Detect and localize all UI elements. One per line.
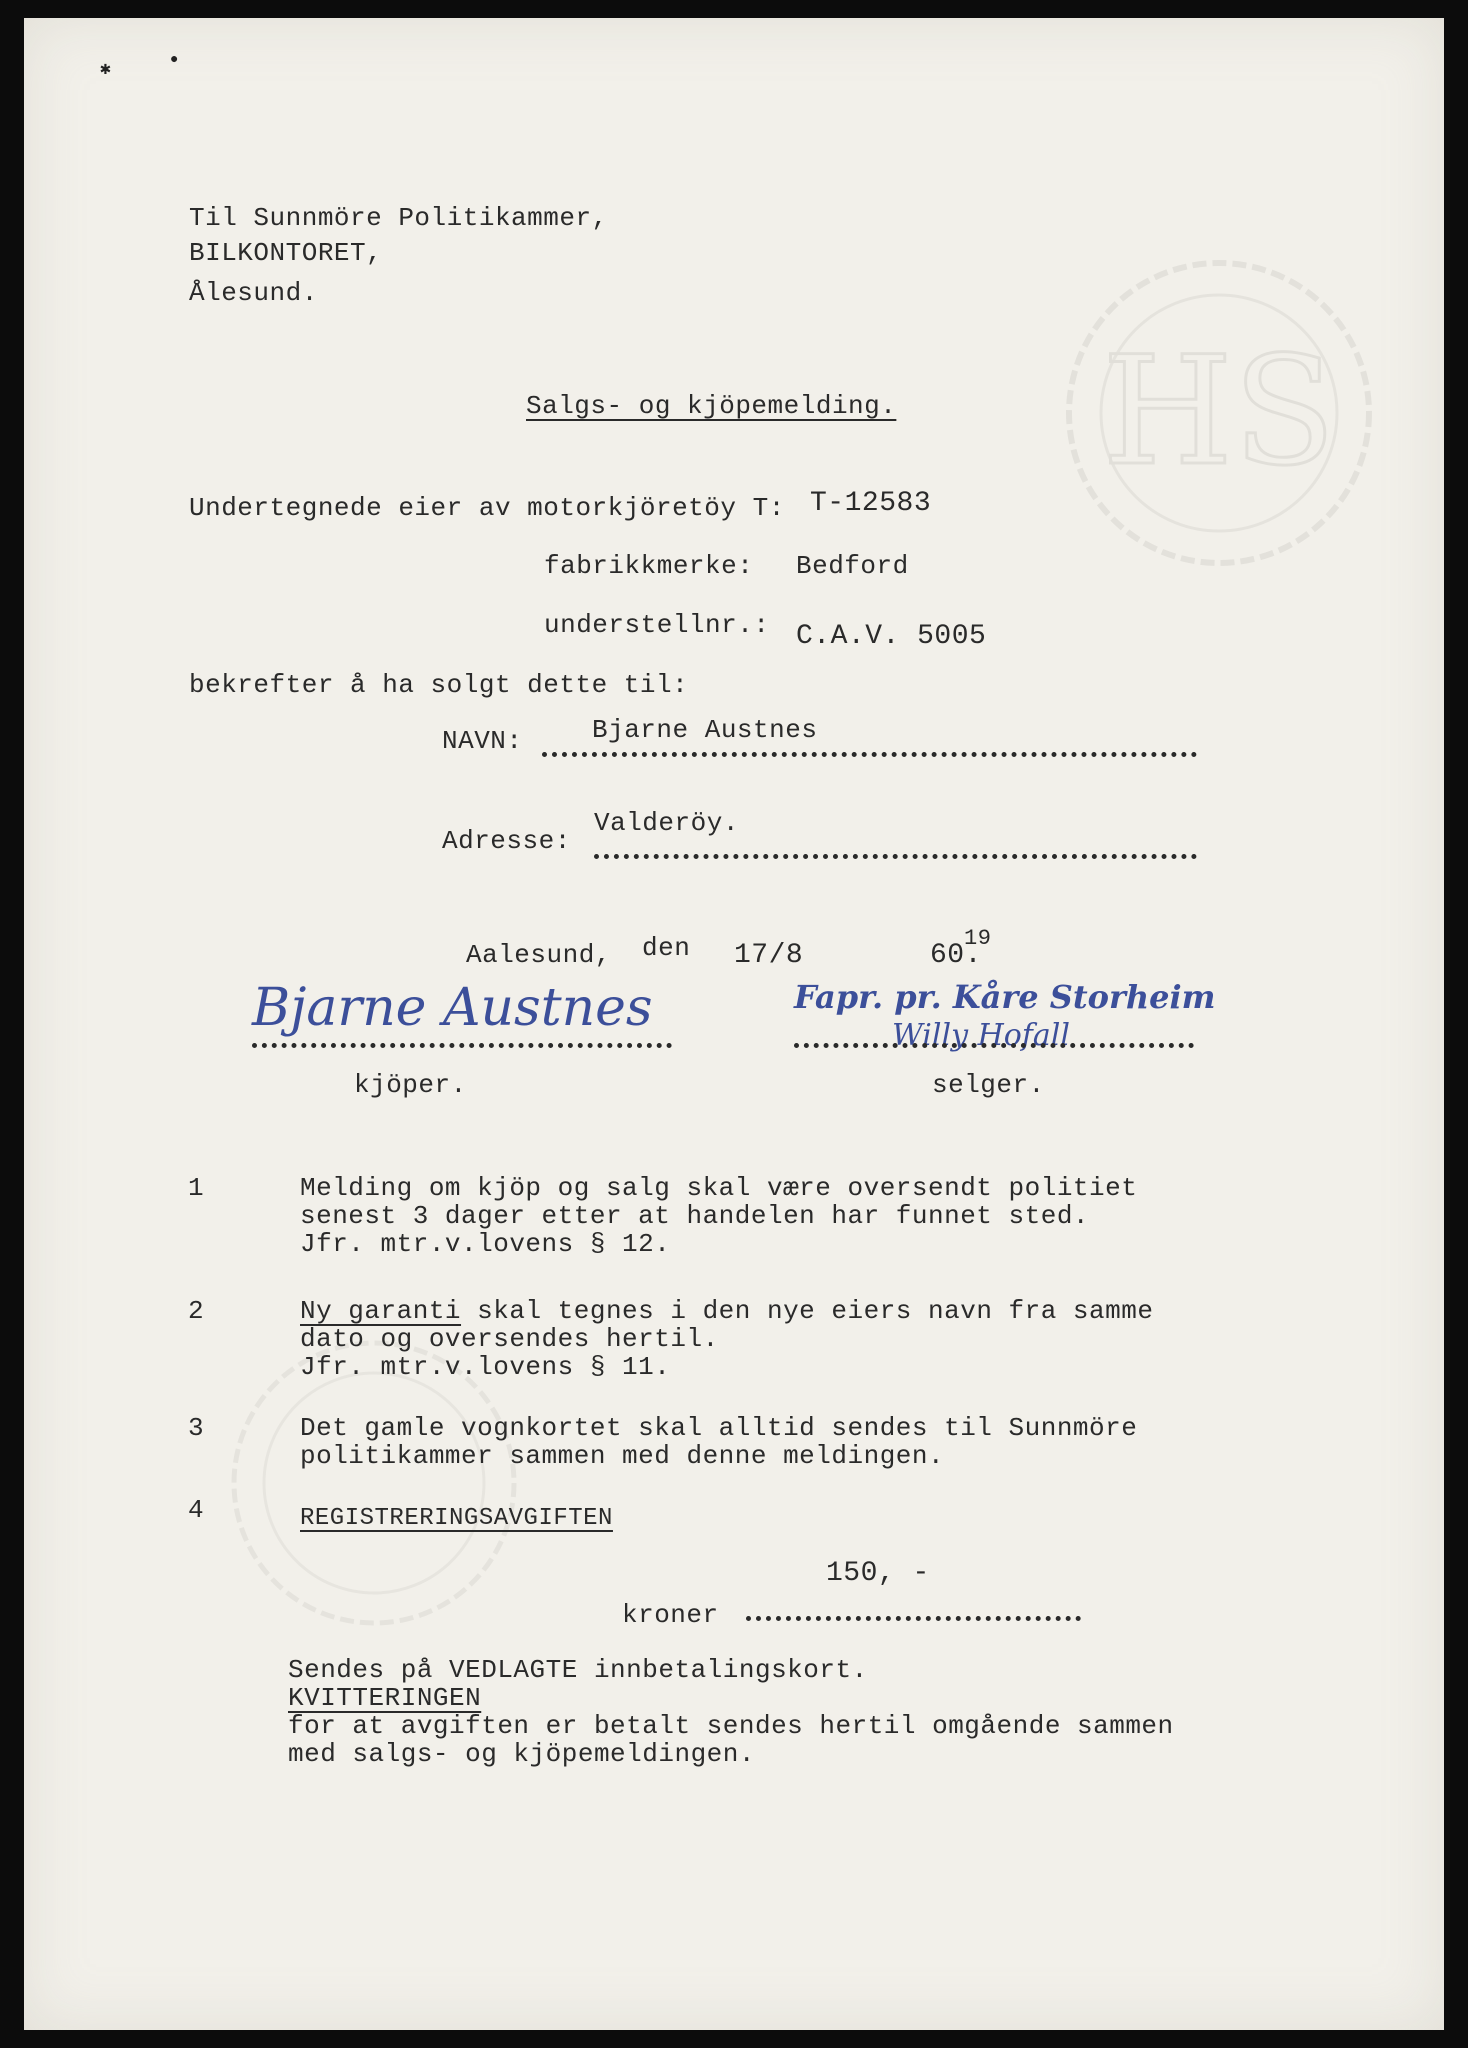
punch-mark-icon: ✱	[100, 60, 111, 80]
buyer-label: kjöper.	[354, 1070, 467, 1100]
buyer-name-dotted-line	[542, 752, 1197, 757]
sale-date: 17/8	[734, 940, 804, 971]
place: Aalesund,	[466, 940, 611, 970]
buyer-signature-dotted-line	[252, 1043, 672, 1048]
note-text: Jfr. mtr.v.lovens § 11.	[300, 1352, 671, 1382]
footer-line-2: KVITTERINGEN	[288, 1683, 482, 1713]
owner-label: Undertegnede eier av motorkjöretöy T:	[189, 493, 785, 523]
note-number: 1	[188, 1173, 205, 1203]
watermark-monogram: HS	[1102, 325, 1336, 499]
note-text: Det gamle vognkortet skal alltid sendes til Sunnmöre	[300, 1413, 1138, 1443]
document-page	[24, 18, 1444, 2030]
fee-amount: 150, -	[826, 1558, 930, 1589]
footer-line-4: med salgs- og kjöpemeldingen.	[288, 1739, 755, 1769]
note-number: 2	[188, 1296, 205, 1326]
note-text: senest 3 dager etter at handelen har funnet sted.	[300, 1201, 1090, 1231]
note-text	[300, 1296, 1153, 1326]
fee-heading: REGISTRERINGSAVGIFTEN	[300, 1505, 613, 1532]
recipient-line-3: Ålesund.	[189, 278, 318, 308]
chassis-number: C.A.V. 5005	[796, 621, 987, 652]
footer-line-3: for at avgiften er betalt sendes hertil omgående sammen	[288, 1711, 1174, 1741]
note-text: Melding om kjöp og salg skal være oversendt politiet	[300, 1173, 1138, 1203]
buyer-name: Bjarne Austnes	[592, 715, 818, 745]
watermark-seal-icon	[1054, 248, 1384, 578]
make-label: fabrikkmerke:	[544, 551, 754, 581]
fee-dotted-line	[746, 1616, 1081, 1621]
note-number: 4	[188, 1495, 205, 1525]
seller-signature-line-1: Fapr. pr. Kåre Storheim	[794, 978, 1216, 1016]
seller-label: selger.	[932, 1070, 1045, 1100]
note-text: dato og oversendes hertil.	[300, 1324, 719, 1354]
buyer-address: Valderöy.	[594, 808, 739, 838]
buyer-address-dotted-line	[594, 854, 1197, 859]
recipient-line-1: Til Sunnmöre Politikammer,	[189, 203, 608, 233]
confirm-text: bekrefter å ha solgt dette til:	[189, 670, 689, 700]
seller-signature-dotted-line	[794, 1043, 1194, 1048]
note-number: 3	[188, 1413, 205, 1443]
note-text: politikammer sammen med denne meldingen.	[300, 1441, 945, 1471]
note-text: Jfr. mtr.v.lovens § 12.	[300, 1229, 671, 1259]
buyer-signature: Bjarne Austnes	[252, 978, 653, 1038]
document-title: Salgs- og kjöpemelding.	[526, 391, 897, 421]
year-prefix: 19	[964, 926, 992, 951]
footer-line-1: Sendes på VEDLAGTE innbetalingskort.	[288, 1655, 868, 1685]
note-text-continued: skal tegnes i den nye eiers navn fra samme	[461, 1296, 1154, 1326]
buyer-address-label: Adresse:	[442, 826, 571, 856]
recipient-line-2: BILKONTORET,	[189, 238, 383, 268]
note-underlined-text: Ny garanti	[300, 1296, 462, 1326]
buyer-name-label: NAVN:	[442, 726, 523, 756]
punch-mark-icon: ●	[170, 52, 179, 68]
registration-number: T-12583	[810, 488, 932, 519]
currency-label: kroner	[622, 1600, 719, 1630]
sale-year: 60.	[930, 940, 982, 971]
vehicle-make: Bedford	[796, 551, 909, 581]
seller-signature-line-2: Willy Hofall	[892, 1018, 1070, 1053]
den-label: den	[642, 933, 691, 963]
chassis-label: understellnr.:	[544, 610, 770, 640]
